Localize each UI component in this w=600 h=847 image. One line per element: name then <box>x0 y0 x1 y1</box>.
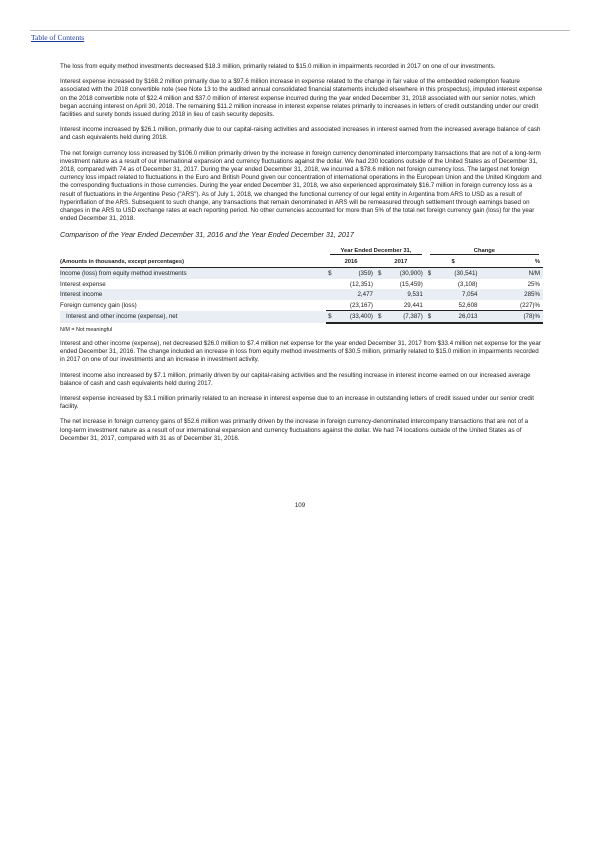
value-2016: (359) <box>336 268 376 279</box>
value-percent: 285% <box>480 289 543 300</box>
currency-symbol: $ <box>326 311 336 323</box>
value-percent: N/M <box>480 268 543 279</box>
value-2017: 9,531 <box>386 289 426 300</box>
comparison-table <box>60 246 543 324</box>
column-header-dollar-change: $ <box>426 257 481 268</box>
value-2017: 29,441 <box>386 300 426 311</box>
row-label: Foreign currency gain (loss) <box>60 301 137 309</box>
value-change: (3,108) <box>457 280 478 288</box>
row-label: Interest expense <box>60 280 106 288</box>
paragraph: Interest expense increased by $168.2 million primarily due to a $97.6 million increase in expense related to the change in fair value of the embedded redemption feature associated with the 2018 convertible note (see Note 13 to the audited annual consolidated financial statements included elsewhere in this prospectus), imputed interest expense on the 2018 convertible note of $22.4 million and $37.0 million of interest expense incurred during the year ended December 31, 2018 associated with our senior notes, which began accruing interest on April 30, 2018. The remaining $11.2 million increase in interest expense relates primarily to increases in letters of credit outstanding under our credit facilities and surety bonds issued during 2018 in lieu of cash security deposits. <box>60 78 543 119</box>
row-label: Interest income <box>60 289 326 300</box>
section-heading: Comparison of the Year Ended December 31, 2016 and the Year Ended December 31, 2017 <box>60 230 354 240</box>
currency-symbol <box>376 300 386 311</box>
currency-symbol <box>326 300 336 311</box>
change-group-header: Change <box>426 246 543 257</box>
value-percent: (227)% <box>480 300 543 311</box>
table-row <box>60 268 543 279</box>
footnote: N/M = Not meaningful <box>60 326 113 333</box>
value-change: (30,541) <box>436 268 481 279</box>
value-2017: (30,900) <box>386 268 426 279</box>
row-label: Income (loss) from equity method investments <box>60 268 326 279</box>
value-change: 26,013 <box>436 311 481 323</box>
currency-symbol: $ <box>326 268 336 279</box>
currency-symbol <box>426 279 436 290</box>
value-change: 52,608 <box>436 300 481 311</box>
row-label: Interest and other income (expense), net <box>60 311 326 323</box>
table-row <box>60 300 543 311</box>
currency-symbol <box>376 279 386 290</box>
column-header-2017: 2017 <box>376 257 426 268</box>
currency-symbol <box>326 279 336 290</box>
currency-symbol <box>326 289 336 300</box>
paragraph: Interest and other income (expense), net decreased $26.0 million to $7.4 million net expense for the year ended December 31, 2017 from $33.4 million net expense for the year ended December 31, 2016. The change included an increase in loss from equity method investments of $30.5 million, primarily related to $15.0 million in impairments recorded in 2017 on one of our investments and an increase in investment activity. <box>60 339 541 364</box>
currency-symbol: $ <box>426 311 436 323</box>
value-2016: (23,167) <box>336 300 376 311</box>
table-row <box>60 289 543 300</box>
value-2016: (12,351) <box>349 280 373 288</box>
table-row <box>60 279 543 290</box>
currency-symbol: $ <box>426 268 436 279</box>
currency-symbol: $ <box>376 311 386 323</box>
value-change: 7,054 <box>436 289 481 300</box>
value-percent: 25% <box>527 280 540 288</box>
value-2017: (15,459) <box>399 280 423 288</box>
table-total-row <box>60 311 543 323</box>
amounts-column-header: (Amounts in thousands, except percentages) <box>60 257 326 268</box>
paragraph: Interest expense increased by $3.1 million primarily related to an increase in interest expense due to an increase in outstanding letters of credit issued under our senior credit facility. <box>60 394 534 411</box>
page-number: 109 <box>294 502 306 509</box>
value-percent: (78)% <box>480 311 543 323</box>
currency-symbol <box>426 300 436 311</box>
paragraph: Interest income increased by $26.1 million, primarily due to our capital-raising activities and associated increases in interest earned from the increased average balance of cash and cash equivalents held during 2018. <box>60 126 541 142</box>
currency-symbol <box>426 289 436 300</box>
year-group-header: Year Ended December 31, <box>326 246 426 257</box>
table-of-contents-link[interactable]: Table of Contents <box>31 33 85 42</box>
paragraph: The net increase in foreign currency gains of $52.6 million was primarily driven by the increase in foreign currency-denominated intercompany transactions that are not of a long-term investment nature as a result of our international expansion and currency fluctuations against the dollar. We had 74 locations outside of the United States as of December 31, 2017, compared with 31 as of December 31, 2016. <box>60 418 529 442</box>
paragraph: The loss from equity method investments decreased $18.3 million, primarily related to $15.0 million in impairments recorded in 2017 on one of our investments. <box>60 63 496 70</box>
column-header-2016: 2016 <box>326 257 376 268</box>
paragraph: Interest income also increased by $7.1 million, primarily driven by our capital-raising activities and the resulting increase in interest income earned on our increased average balance of cash and cash equivalents held during 2017. <box>60 371 531 387</box>
paragraph: The net foreign currency loss increased by $106.0 million primarily driven by the increase in foreign currency denominated intercompany transactions that are not of a long-term investment nature as a result of our international expansion and currency fluctuations against the dollar. We had 230 locations outside of the United States as of December 31, 2018, compared with 74 as of December 31, 2017. During the year ended December 31, 2018, we incurred a $78.6 million net foreign currency loss. The largest net foreign currency loss impact related to fluctuations in the Euro and British Pound given our concentration of international operations in the European Union and the United Kingdom and the corresponding fluctuations in those currencies. During the year ended December 31, 2018, we also experienced approximately $16.7 million in foreign currency loss as a result of fluctuations in the Argentine Peso ("ARS"). As of July 1, 2018, we changed the functional currency of our legal entity in Argentina from ARS to USD as a result of hyperinflation of the ARS. Subsequent to such change, any transactions that remain denominated in ARS will be remeasured through settlement through earnings based on changes in the ARS to USD exchange rates at each reporting period. No other currencies accounted for more than 5% of the total net foreign currency gain (loss) for the year ended December 31, 2018. <box>60 149 542 223</box>
top-rule <box>30 30 570 31</box>
value-2017: (7,387) <box>386 311 426 323</box>
currency-symbol: $ <box>376 268 386 279</box>
page-content <box>60 63 543 450</box>
column-header-percent-change: % <box>480 257 543 268</box>
currency-symbol <box>376 289 386 300</box>
value-2016: (33,400) <box>336 311 376 323</box>
value-2016: 2,477 <box>336 289 376 300</box>
